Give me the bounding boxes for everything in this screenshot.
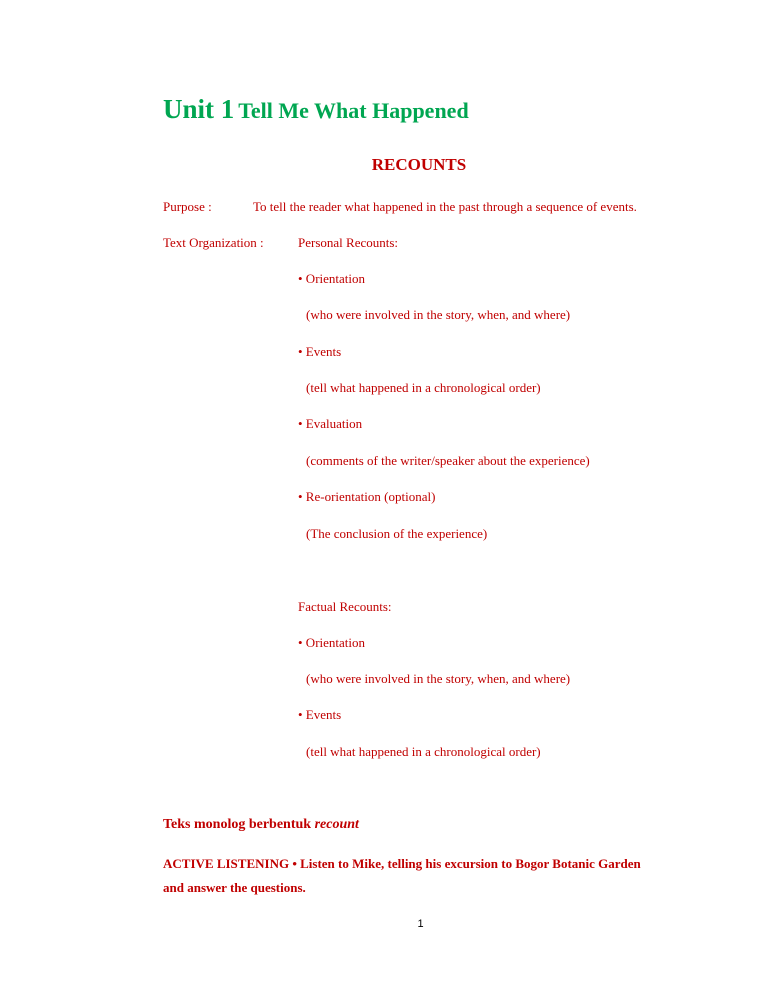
listening-line-2: and answer the questions.: [163, 880, 306, 895]
factual-orientation: • Orientation: [298, 635, 366, 650]
factual-events: • Events: [298, 707, 342, 722]
purpose-label: Purpose :: [163, 199, 212, 214]
personal-events: • Events: [298, 344, 342, 359]
monolog-italic: recount: [314, 817, 359, 832]
unit-title: Tell Me What Happened: [238, 98, 469, 123]
personal-evaluation: • Evaluation: [298, 416, 363, 431]
personal-reorientation: • Re-orientation (optional): [298, 489, 436, 504]
factual-recounts-heading: Factual Recounts:: [298, 599, 392, 614]
personal-recounts-heading: Personal Recounts:: [298, 235, 399, 250]
personal-events-note: (tell what happened in a chronological order): [306, 380, 541, 395]
monolog-text: Teks monolog berbentuk: [163, 817, 315, 832]
personal-evaluation-note: (comments of the writer/speaker about the experience): [306, 453, 590, 468]
monolog-heading: [163, 817, 359, 833]
personal-reorientation-note: (The conclusion of the experience): [306, 526, 488, 541]
page-number: 1: [417, 918, 424, 930]
organization-label: Text Organization :: [163, 235, 264, 250]
personal-orientation: • Orientation: [298, 271, 366, 286]
personal-orientation-note: (who were involved in the story, when, and where): [306, 307, 571, 322]
section-heading: RECOUNTS: [371, 155, 467, 174]
listening-line-1: ACTIVE LISTENING • Listen to Mike, telling his excursion to Bogor Botanic Garden: [163, 856, 641, 871]
factual-orientation-note: (who were involved in the story, when, and where): [306, 671, 571, 686]
unit-number: Unit 1: [163, 94, 235, 124]
factual-events-note: (tell what happened in a chronological order): [306, 744, 541, 759]
purpose-text: To tell the reader what happened in the past through a sequence of events.: [253, 199, 637, 214]
page-title: [163, 94, 469, 125]
